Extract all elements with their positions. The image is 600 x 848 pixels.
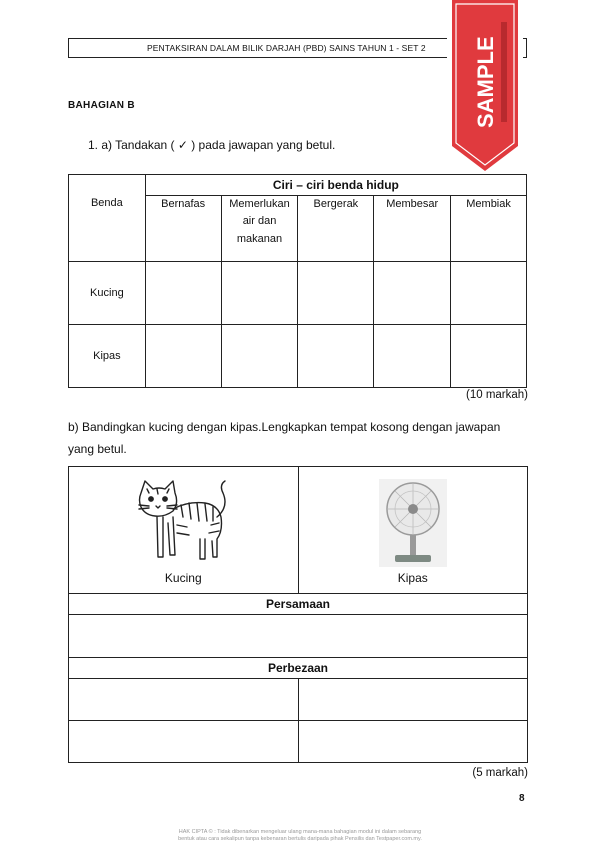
question-b-prompt: [68, 416, 528, 460]
row-header: Benda: [90, 197, 123, 209]
row-label: Kipas: [93, 350, 121, 362]
answer-cell[interactable]: [298, 262, 374, 325]
cat-image-cell: [69, 467, 299, 594]
difference-answer-cell[interactable]: [69, 721, 299, 763]
row-label-cell: [69, 325, 146, 388]
row-label: Kucing: [90, 287, 124, 299]
answer-cell[interactable]: [374, 325, 451, 388]
group-header: Ciri – ciri benda hidup: [272, 178, 399, 192]
page-number: 8: [519, 793, 525, 804]
answer-cell[interactable]: [221, 262, 298, 325]
col-label: air dan: [242, 215, 277, 227]
col-label: Bernafas: [161, 198, 206, 210]
comparison-table: [68, 466, 528, 763]
copyright-footer: [0, 829, 600, 843]
difference-label: Perbezaan: [267, 661, 329, 675]
col-label: Membesar: [386, 198, 439, 210]
cat-drawing-icon: [133, 477, 233, 569]
prompt-line: b) Bandingkan kucing dengan kipas.Lengkapkan tempat kosong dengan jawapan: [68, 420, 501, 434]
question-a-prompt: 1. a) Tandakan ( ✓ ) pada jawapan yang betul.: [88, 138, 336, 152]
answer-cell[interactable]: [145, 325, 221, 388]
answer-cell[interactable]: [298, 325, 374, 388]
difference-header: [69, 658, 528, 679]
row-label-cell: [69, 262, 146, 325]
footer-line: HAK CIPTA © : Tidak dibenarkan mengeluar ulang mana-mana bahagian modul ini dalam sebarang: [178, 829, 422, 835]
similarity-answer-cell[interactable]: [69, 615, 528, 658]
table-row: [69, 325, 527, 388]
difference-answer-cell[interactable]: [69, 679, 299, 721]
row-header-cell: [69, 175, 146, 262]
table-row: [69, 262, 527, 325]
cat-caption: Kucing: [164, 571, 202, 585]
similarity-header: [69, 594, 528, 615]
characteristics-table: [68, 174, 527, 388]
answer-cell[interactable]: [451, 262, 527, 325]
answer-cell[interactable]: [451, 325, 527, 388]
marks-a: (10 markah): [466, 389, 528, 401]
answer-cell[interactable]: [145, 262, 221, 325]
col-header-membesar: [374, 196, 451, 262]
difference-answer-cell[interactable]: [298, 721, 527, 763]
section-title: BAHAGIAN B: [68, 100, 135, 111]
header-title: PENTAKSIRAN DALAM BILIK DARJAH (PBD) SAINS TAHUN 1 - SET 2: [147, 43, 426, 53]
col-header-bergerak: [298, 196, 374, 262]
prompt-line: yang betul.: [68, 442, 127, 456]
difference-answer-cell[interactable]: [298, 679, 527, 721]
fan-photo-icon: [379, 479, 447, 567]
col-label: Memerlukan: [229, 198, 290, 210]
answer-cell[interactable]: [221, 325, 298, 388]
fan-image-cell: [298, 467, 527, 594]
sample-text: SAMPLE: [473, 36, 498, 128]
sample-watermark: [447, 0, 523, 178]
col-label: makanan: [236, 233, 283, 245]
similarity-label: Persamaan: [265, 597, 331, 611]
col-header-membiak: [451, 196, 527, 262]
col-header-memerlukan: [221, 196, 298, 262]
col-header-bernafas: [145, 196, 221, 262]
col-label: Bergerak: [313, 198, 359, 210]
footer-line: bentuk atau cara sekalipun tanpa kebenaran bertulis daripada pihak Pensilis dan Testpaper.com.my.: [178, 836, 422, 842]
col-label: Membiak: [466, 198, 511, 210]
fan-caption: Kipas: [397, 571, 428, 585]
answer-cell[interactable]: [374, 262, 451, 325]
group-header-cell: [145, 175, 526, 196]
marks-b: (5 markah): [472, 767, 528, 779]
